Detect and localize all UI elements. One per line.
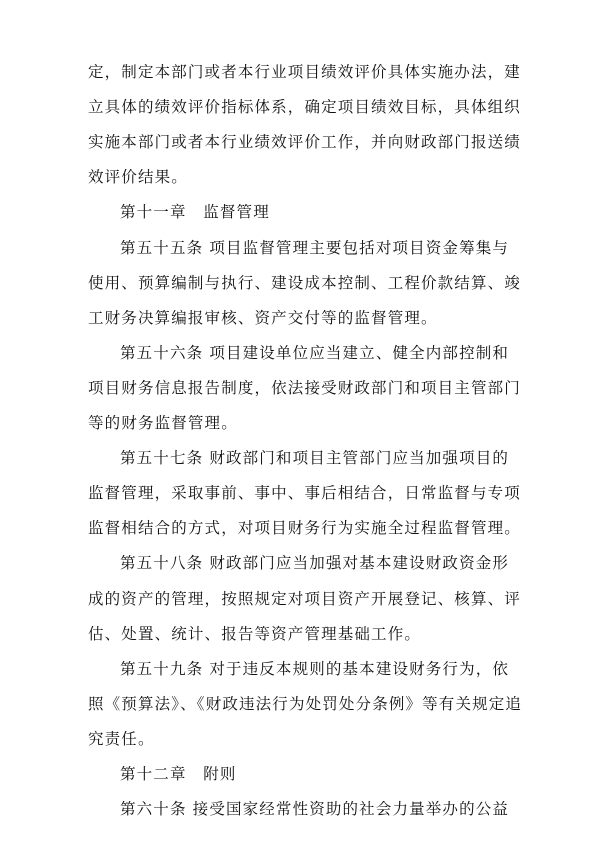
text-line: 效评价结果。 xyxy=(88,168,188,187)
article-57-text: 第五十七条 财政部门和项目主管部门应当加强项目的 xyxy=(120,449,510,468)
article-60-text: 第六十条 接受国家经常性资助的社会力量举办的公益 xyxy=(120,800,510,819)
text-line: 立具体的绩效评价指标体系，确定项目绩效目标，具体组织 xyxy=(88,98,521,117)
text-line: 监督管理，采取事前、事中、事后相结合，日常监督与专项 xyxy=(88,484,521,503)
text-line: 定，制定本部门或者本行业项目绩效评价具体实施办法，建 xyxy=(88,63,521,81)
text-line: 工财务决算编报审核、资产交付等的监督管理。 xyxy=(88,308,438,327)
chapter-heading: 第十一章 监督管理 xyxy=(120,203,270,222)
text-line: 估、处置、统计、报告等资产管理基础工作。 xyxy=(88,624,422,643)
article-55-text: 第五十五条 项目监督管理主要包括对项目资金筹集与 xyxy=(120,238,510,257)
text-line: 等的财务监督管理。 xyxy=(88,414,238,432)
text-line: 使用、预算编制与执行、建设成本控制、工程价款结算、竣 xyxy=(88,273,521,292)
text-line: 项目财务信息报告制度，依法接受财政部门和项目主管部门 xyxy=(88,378,521,397)
text-line: 究责任。 xyxy=(88,729,155,748)
text-line: 照《预算法》、《财政违法行为处罚处分条例》等有关规定追 xyxy=(88,694,523,713)
chapter-heading: 第十二章 附则 xyxy=(120,765,237,783)
article-59-text: 第五十九条 对于违反本规则的基本建设财务行为，依 xyxy=(120,659,510,678)
text-line: 实施本部门或者本行业绩效评价工作，并向财政部门报送绩 xyxy=(88,133,521,152)
article-58-text: 第五十八条 财政部门应当加强对基本建设财政资金形 xyxy=(120,554,510,573)
text-line: 监督相结合的方式，对项目财务行为实施全过程监督管理。 xyxy=(88,519,521,538)
text-line: 成的资产的管理，按照规定对项目资产开展登记、核算、评 xyxy=(88,589,521,608)
article-56-text: 第五十六条 项目建设单位应当建立、健全内部控制和 xyxy=(120,343,510,362)
